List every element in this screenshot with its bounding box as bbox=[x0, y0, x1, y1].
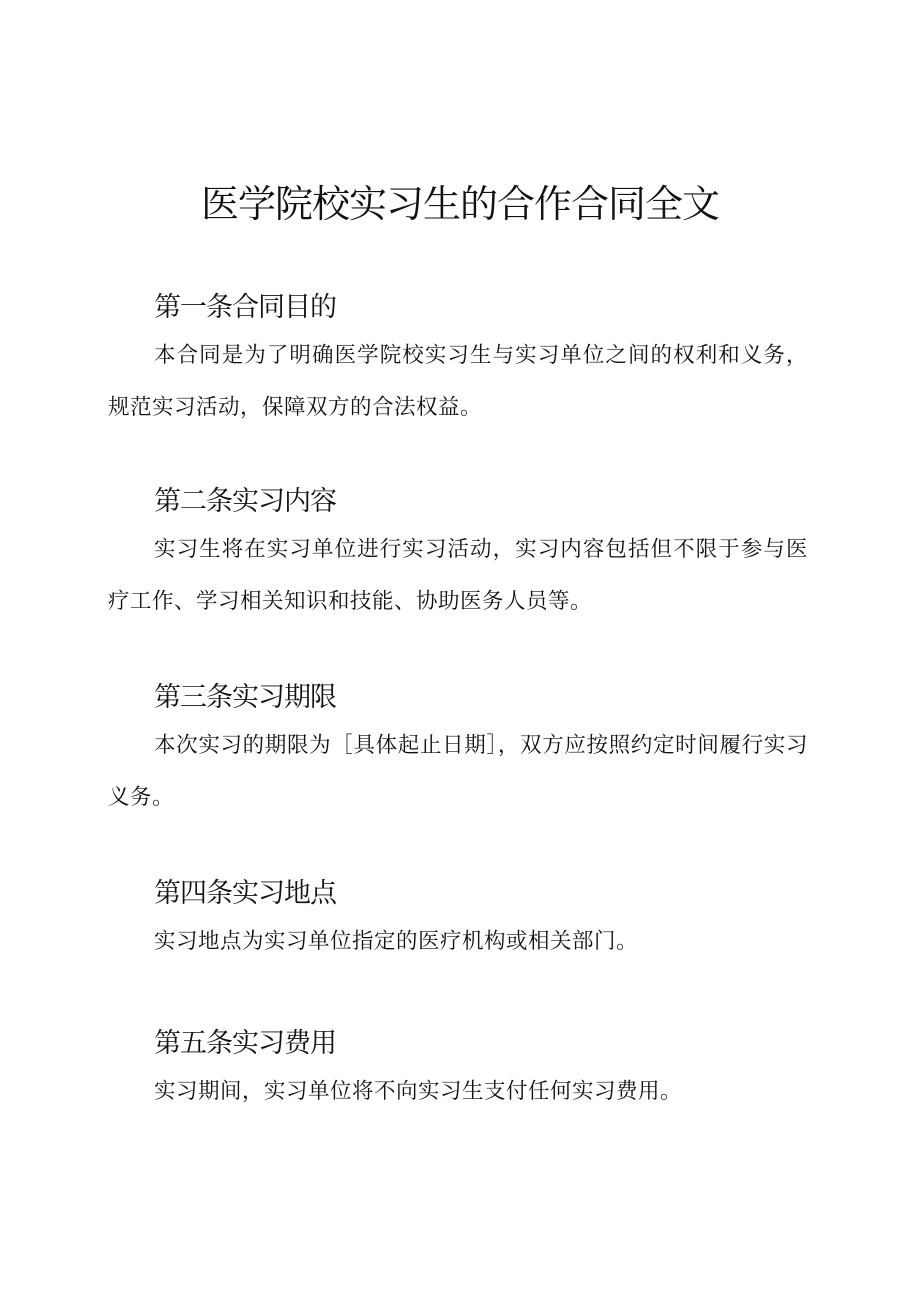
section-internship-content bbox=[108, 484, 808, 628]
section-heading: 第一条合同目的 bbox=[154, 292, 336, 323]
section-heading: 第四条实习地点 bbox=[154, 878, 336, 909]
section-contract-purpose bbox=[108, 290, 808, 434]
section-internship-fees bbox=[108, 1026, 808, 1118]
document-title: 医学院校实习生的合作合同全文 bbox=[200, 182, 719, 226]
section-body: 实习生将在实习单位进行实习活动，实习内容包括但不限于参与医疗工作、学习相关知识和技能、协助医务人员等。 bbox=[108, 537, 808, 614]
section-heading: 第五条实习费用 bbox=[154, 1028, 336, 1059]
section-internship-period bbox=[108, 680, 808, 824]
section-body: 本次实习的期限为［具体起止日期］，双方应按照约定时间履行实习义务。 bbox=[108, 733, 808, 810]
section-body: 实习地点为实习单位指定的医疗机构或相关部门。 bbox=[154, 929, 639, 954]
section-body: 实习期间，实习单位将不向实习生支付任何实习费用。 bbox=[154, 1079, 683, 1104]
section-body: 本合同是为了明确医学院校实习生与实习单位之间的权利和义务，规范实习活动，保障双方的合法权益。 bbox=[108, 343, 808, 420]
section-heading: 第二条实习内容 bbox=[154, 486, 336, 517]
section-internship-location bbox=[108, 876, 808, 968]
section-heading: 第三条实习期限 bbox=[154, 682, 336, 713]
